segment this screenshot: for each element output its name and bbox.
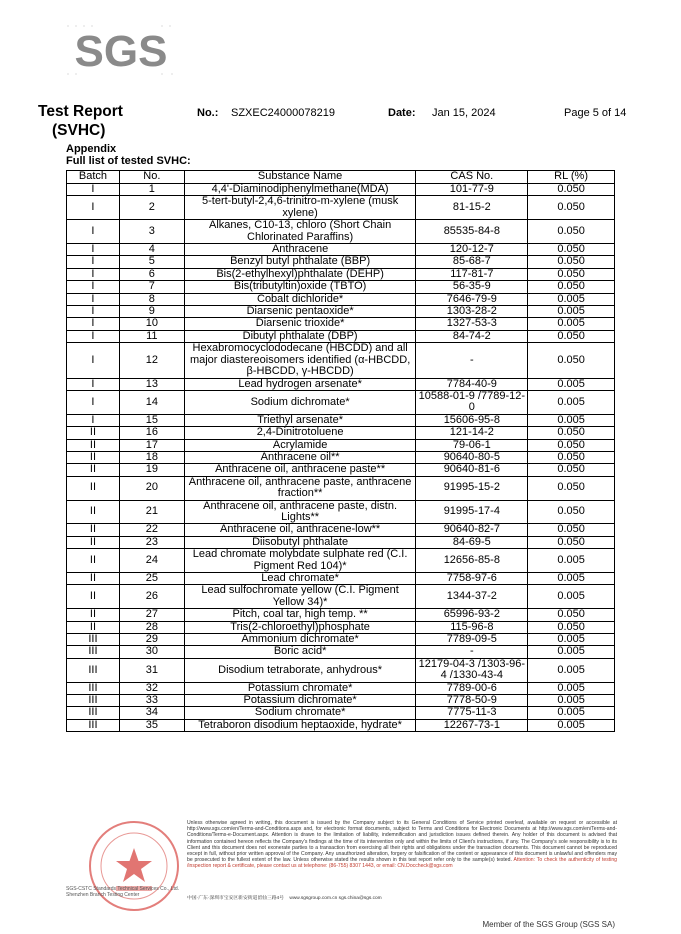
table-row <box>67 621 615 633</box>
cell-rl: 0.050 <box>528 524 615 536</box>
table-row <box>67 476 615 500</box>
cell-substance-name: Anthracene oil, anthracene paste, anthracene fraction** <box>184 476 416 500</box>
report-no-value: SZXEC24000078219 <box>231 107 335 119</box>
page-number: Page 5 of 14 <box>564 107 627 119</box>
svhc-table <box>66 170 615 732</box>
cell-cas-no: 101-77-9 <box>416 184 528 196</box>
legal-disclaimer <box>187 820 617 870</box>
cell-batch: I <box>67 343 120 378</box>
cell-substance-name: Sodium chromate* <box>184 707 416 719</box>
cell-rl: 0.005 <box>528 585 615 609</box>
table-row <box>67 682 615 694</box>
cell-cas-no: 120-12-7 <box>416 244 528 256</box>
cell-no: 22 <box>119 524 184 536</box>
table-row <box>67 293 615 305</box>
cell-cas-no: - <box>416 343 528 378</box>
cell-no: 3 <box>119 220 184 244</box>
table-row <box>67 196 615 220</box>
table-row <box>67 318 615 330</box>
appendix-title: Appendix <box>66 143 117 155</box>
cell-rl: 0.050 <box>528 427 615 439</box>
cell-substance-name: Cobalt dichloride* <box>184 293 416 305</box>
cell-batch: III <box>67 695 120 707</box>
cell-cas-no: 90640-82-7 <box>416 524 528 536</box>
cell-cas-no: 7758-97-6 <box>416 573 528 585</box>
table-row <box>67 306 615 318</box>
cell-no: 10 <box>119 318 184 330</box>
cell-substance-name: Potassium chromate* <box>184 682 416 694</box>
cell-cas-no: 12179-04-3 /1303-96-4 /1330-43-4 <box>416 658 528 682</box>
cell-batch: II <box>67 464 120 476</box>
cell-cas-no: 7784-40-9 <box>416 378 528 390</box>
cell-cas-no: 12656-85-8 <box>416 549 528 573</box>
cell-substance-name: Anthracene <box>184 244 416 256</box>
cell-no: 17 <box>119 439 184 451</box>
table-row <box>67 184 615 196</box>
table-row <box>67 464 615 476</box>
table-row <box>67 256 615 268</box>
date-label: Date: <box>388 107 416 119</box>
table-row <box>67 500 615 524</box>
cell-rl: 0.005 <box>528 414 615 426</box>
cell-substance-name: Anthracene oil, anthracene paste, distn. Lights** <box>184 500 416 524</box>
cell-batch: II <box>67 536 120 548</box>
company-address: 中国·广东·深圳市宝安区新安街道留仙三路4号 <box>187 896 285 901</box>
appendix-subtitle: Full list of tested SVHC: <box>66 155 191 167</box>
cell-rl: 0.050 <box>528 536 615 548</box>
cell-no: 21 <box>119 500 184 524</box>
cell-rl: 0.050 <box>528 184 615 196</box>
cell-cas-no: 15606-95-8 <box>416 414 528 426</box>
cell-cas-no: 7789-00-6 <box>416 682 528 694</box>
cell-substance-name: Bis(tributyltin)oxide (TBTO) <box>184 281 416 293</box>
cell-batch: III <box>67 719 120 731</box>
cell-rl: 0.050 <box>528 451 615 463</box>
table-row <box>67 414 615 426</box>
cell-cas-no: 10588-01-9 /7789-12-0 <box>416 390 528 414</box>
table-row <box>67 573 615 585</box>
cell-no: 32 <box>119 682 184 694</box>
cell-substance-name: Diarsenic pentaoxide* <box>184 306 416 318</box>
cell-no: 13 <box>119 378 184 390</box>
cell-cas-no: 90640-80-5 <box>416 451 528 463</box>
cell-substance-name: 5-tert-butyl-2,4,6-trinitro-m-xylene (musk xylene) <box>184 196 416 220</box>
cell-no: 16 <box>119 427 184 439</box>
table-row <box>67 658 615 682</box>
cell-batch: I <box>67 306 120 318</box>
cell-batch: II <box>67 585 120 609</box>
cell-rl: 0.005 <box>528 658 615 682</box>
header-rl: RL (%) <box>528 171 615 184</box>
cell-substance-name: Potassium dichromate* <box>184 695 416 707</box>
cell-cas-no: 1344-37-2 <box>416 585 528 609</box>
cell-cas-no: 117-81-7 <box>416 268 528 280</box>
cell-no: 2 <box>119 196 184 220</box>
cell-cas-no: 1303-28-2 <box>416 306 528 318</box>
cell-no: 24 <box>119 549 184 573</box>
cell-cas-no: 7775-11-3 <box>416 707 528 719</box>
header-cas: CAS No. <box>416 171 528 184</box>
cell-batch: I <box>67 184 120 196</box>
cell-rl: 0.005 <box>528 646 615 658</box>
cell-substance-name: Lead chromate molybdate sulphate red (C.I. Pigment Red 104)* <box>184 549 416 573</box>
cell-cas-no: 12267-73-1 <box>416 719 528 731</box>
cell-batch: II <box>67 609 120 621</box>
cell-no: 25 <box>119 573 184 585</box>
cell-substance-name: 2,4-Dinitrotoluene <box>184 427 416 439</box>
table-row <box>67 634 615 646</box>
cell-cas-no: 121-14-2 <box>416 427 528 439</box>
cell-no: 23 <box>119 536 184 548</box>
cell-cas-no: 7778-50-9 <box>416 695 528 707</box>
cell-no: 35 <box>119 719 184 731</box>
cell-batch: I <box>67 293 120 305</box>
cell-substance-name: Sodium dichromate* <box>184 390 416 414</box>
cell-cas-no: - <box>416 646 528 658</box>
cell-no: 30 <box>119 646 184 658</box>
cell-substance-name: Anthracene oil** <box>184 451 416 463</box>
cell-batch: III <box>67 646 120 658</box>
cell-batch: II <box>67 621 120 633</box>
cell-substance-name: Alkanes, C10-13, chloro (Short Chain Chlorinated Paraffins) <box>184 220 416 244</box>
cell-substance-name: Acrylamide <box>184 439 416 451</box>
cell-no: 28 <box>119 621 184 633</box>
cell-cas-no: 85535-84-8 <box>416 220 528 244</box>
cell-no: 14 <box>119 390 184 414</box>
cell-rl: 0.050 <box>528 268 615 280</box>
cell-rl: 0.005 <box>528 634 615 646</box>
cell-batch: II <box>67 573 120 585</box>
cell-cas-no: 85-68-7 <box>416 256 528 268</box>
cell-batch: I <box>67 281 120 293</box>
cell-cas-no: 7789-09-5 <box>416 634 528 646</box>
cell-cas-no: 91995-15-2 <box>416 476 528 500</box>
cell-rl: 0.050 <box>528 609 615 621</box>
cell-rl: 0.005 <box>528 707 615 719</box>
table-row <box>67 439 615 451</box>
table-row <box>67 549 615 573</box>
cell-no: 11 <box>119 330 184 342</box>
cell-batch: I <box>67 268 120 280</box>
report-title <box>38 102 123 140</box>
cell-batch: II <box>67 427 120 439</box>
cell-batch: I <box>67 414 120 426</box>
cell-batch: I <box>67 378 120 390</box>
cell-substance-name: Pitch, coal tar, high temp. ** <box>184 609 416 621</box>
title-line-1: Test Report <box>38 103 123 120</box>
cell-rl: 0.050 <box>528 343 615 378</box>
table-row <box>67 378 615 390</box>
cell-batch: II <box>67 500 120 524</box>
title-line-2: (SVHC) <box>52 122 106 139</box>
cell-no: 33 <box>119 695 184 707</box>
disclaimer-text: Unless otherwise agreed in writing, this document is issued by the Company subject to its General Conditions of Service printed overleaf, available on request or accessible at http://www.sgs.com/en/Terms-and-Conditions.aspx and, for electronic format documents, subject to Terms and Conditions for Electronic Documents at http://www.sgs.com/en/Terms-and-Conditions/Terms-e-Document.aspx. Attention is drawn to the limitation of liability, indemnification and jurisdiction issues defined therein. Any holder of this document is advised that information contained hereon reflects the Company's findings at the time of its intervention only and within the limits of Client's instructions, if any. The Company's sole responsibility is to its Client and this document does not exonerate parties to a transaction from exercising all their rights and obligations under the transaction documents. This document cannot be reproduced except in full, without prior written approval of the Company. Any unauthorized alteration, forgery or falsification of the content or appearance of this document is unlawful and offenders may be prosecuted to the fullest extent of the law. Unless otherwise stated the results shown in this test report refer only to the sample(s) tested. <box>187 820 617 864</box>
cell-rl: 0.005 <box>528 695 615 707</box>
cell-substance-name: Boric acid* <box>184 646 416 658</box>
cell-substance-name: Dibutyl phthalate (DBP) <box>184 330 416 342</box>
cell-cas-no: 90640-81-6 <box>416 464 528 476</box>
cell-no: 1 <box>119 184 184 196</box>
table-body <box>67 184 615 732</box>
cell-no: 12 <box>119 343 184 378</box>
cell-rl: 0.050 <box>528 281 615 293</box>
cell-rl: 0.050 <box>528 330 615 342</box>
table-row <box>67 390 615 414</box>
cell-rl: 0.050 <box>528 500 615 524</box>
cell-batch: II <box>67 451 120 463</box>
cell-substance-name: Diisobutyl phthalate <box>184 536 416 548</box>
table-row <box>67 343 615 378</box>
cell-no: 8 <box>119 293 184 305</box>
cell-substance-name: Tris(2-chloroethyl)phosphate <box>184 621 416 633</box>
cell-rl: 0.050 <box>528 220 615 244</box>
cell-batch: I <box>67 244 120 256</box>
header-substance: Substance Name <box>184 171 416 184</box>
cell-rl: 0.005 <box>528 682 615 694</box>
cell-cas-no: 81-15-2 <box>416 196 528 220</box>
cell-batch: I <box>67 196 120 220</box>
cell-batch: I <box>67 220 120 244</box>
table-row <box>67 695 615 707</box>
cell-no: 26 <box>119 585 184 609</box>
cell-cas-no: 84-69-5 <box>416 536 528 548</box>
cell-substance-name: Lead hydrogen arsenate* <box>184 378 416 390</box>
cell-rl: 0.050 <box>528 621 615 633</box>
appendix-heading <box>66 143 191 167</box>
cell-rl: 0.050 <box>528 244 615 256</box>
cell-batch: II <box>67 524 120 536</box>
cell-substance-name: Triethyl arsenate* <box>184 414 416 426</box>
table-row <box>67 719 615 731</box>
cell-batch: III <box>67 658 120 682</box>
cell-batch: III <box>67 682 120 694</box>
cell-cas-no: 79-06-1 <box>416 439 528 451</box>
cell-cas-no: 56-35-9 <box>416 281 528 293</box>
table-row <box>67 585 615 609</box>
table-row <box>67 330 615 342</box>
cell-batch: III <box>67 634 120 646</box>
cell-no: 31 <box>119 658 184 682</box>
table-row <box>67 268 615 280</box>
cell-cas-no: 1327-53-3 <box>416 318 528 330</box>
table-row <box>67 609 615 621</box>
cell-no: 5 <box>119 256 184 268</box>
cell-no: 4 <box>119 244 184 256</box>
cell-rl: 0.050 <box>528 256 615 268</box>
company-name: SGS-CSTC Standards Technical Services Co., Ltd. Shenzhen Branch Testing Center <box>66 886 180 898</box>
cell-rl: 0.005 <box>528 378 615 390</box>
cell-batch: I <box>67 256 120 268</box>
cell-cas-no: 115-96-8 <box>416 621 528 633</box>
cell-batch: II <box>67 549 120 573</box>
cell-rl: 0.005 <box>528 293 615 305</box>
cell-substance-name: 4,4'-Diaminodiphenylmethane(MDA) <box>184 184 416 196</box>
cell-substance-name: Benzyl butyl phthalate (BBP) <box>184 256 416 268</box>
cell-rl: 0.005 <box>528 719 615 731</box>
cell-cas-no: 7646-79-9 <box>416 293 528 305</box>
cell-rl: 0.005 <box>528 549 615 573</box>
report-no-label: No.: <box>197 107 219 119</box>
cell-no: 6 <box>119 268 184 280</box>
cell-substance-name: Anthracene oil, anthracene-low** <box>184 524 416 536</box>
cell-no: 18 <box>119 451 184 463</box>
cell-rl: 0.005 <box>528 573 615 585</box>
cell-no: 20 <box>119 476 184 500</box>
logo-text: SGS <box>74 27 168 76</box>
table-row <box>67 524 615 536</box>
cell-batch: I <box>67 318 120 330</box>
table-row <box>67 707 615 719</box>
table-row <box>67 244 615 256</box>
cell-no: 7 <box>119 281 184 293</box>
authenticity-notice: Attention: To check the authenticity of testing /inspection report & certificate, please contact us at telephone: (86-755) 8307 1443, or email: CN.Doccheck@sgs.com <box>187 857 618 870</box>
cell-cas-no: 65996-93-2 <box>416 609 528 621</box>
cell-cas-no: 91995-17-4 <box>416 500 528 524</box>
cell-rl: 0.050 <box>528 464 615 476</box>
cell-substance-name: Hexabromocyclododecane (HBCDD) and all major diastereoisomers identified (α-HBCDD, β-HBCDD, γ-HBCDD) <box>184 343 416 378</box>
table-row <box>67 646 615 658</box>
cell-batch: II <box>67 439 120 451</box>
cell-substance-name: Lead sulfochromate yellow (C.I. Pigment Yellow 34)* <box>184 585 416 609</box>
company-web: www.sgsgroup.com.cn sgs.china@sgs.com <box>289 896 382 901</box>
table-row <box>67 536 615 548</box>
header-batch: Batch <box>67 171 120 184</box>
cell-substance-name: Bis(2-ethylhexyl)phthalate (DEHP) <box>184 268 416 280</box>
table-row <box>67 451 615 463</box>
cell-substance-name: Disodium tetraborate, anhydrous* <box>184 658 416 682</box>
cell-substance-name: Ammonium dichromate* <box>184 634 416 646</box>
cell-rl: 0.050 <box>528 476 615 500</box>
cell-rl: 0.005 <box>528 318 615 330</box>
cell-substance-name: Tetraboron disodium heptaoxide, hydrate* <box>184 719 416 731</box>
cell-rl: 0.050 <box>528 439 615 451</box>
sgs-logo <box>62 20 180 80</box>
cell-rl: 0.005 <box>528 390 615 414</box>
cell-no: 27 <box>119 609 184 621</box>
cell-no: 29 <box>119 634 184 646</box>
sgs-stamp-seal <box>86 818 182 914</box>
cell-substance-name: Diarsenic trioxide* <box>184 318 416 330</box>
cell-batch: I <box>67 330 120 342</box>
table-row <box>67 220 615 244</box>
cell-substance-name: Lead chromate* <box>184 573 416 585</box>
cell-batch: II <box>67 476 120 500</box>
table-header-row <box>67 171 615 184</box>
cell-substance-name: Anthracene oil, anthracene paste** <box>184 464 416 476</box>
table-row <box>67 281 615 293</box>
sgs-member-note: Member of the SGS Group (SGS SA) <box>482 920 615 929</box>
cell-no: 19 <box>119 464 184 476</box>
cell-rl: 0.005 <box>528 306 615 318</box>
date-value: Jan 15, 2024 <box>432 107 496 119</box>
cell-cas-no: 84-74-2 <box>416 330 528 342</box>
cell-batch: I <box>67 390 120 414</box>
cell-batch: III <box>67 707 120 719</box>
header-no: No. <box>119 171 184 184</box>
cell-no: 9 <box>119 306 184 318</box>
cell-no: 15 <box>119 414 184 426</box>
table-row <box>67 427 615 439</box>
cell-rl: 0.050 <box>528 196 615 220</box>
company-address-line <box>187 896 617 902</box>
cell-no: 34 <box>119 707 184 719</box>
